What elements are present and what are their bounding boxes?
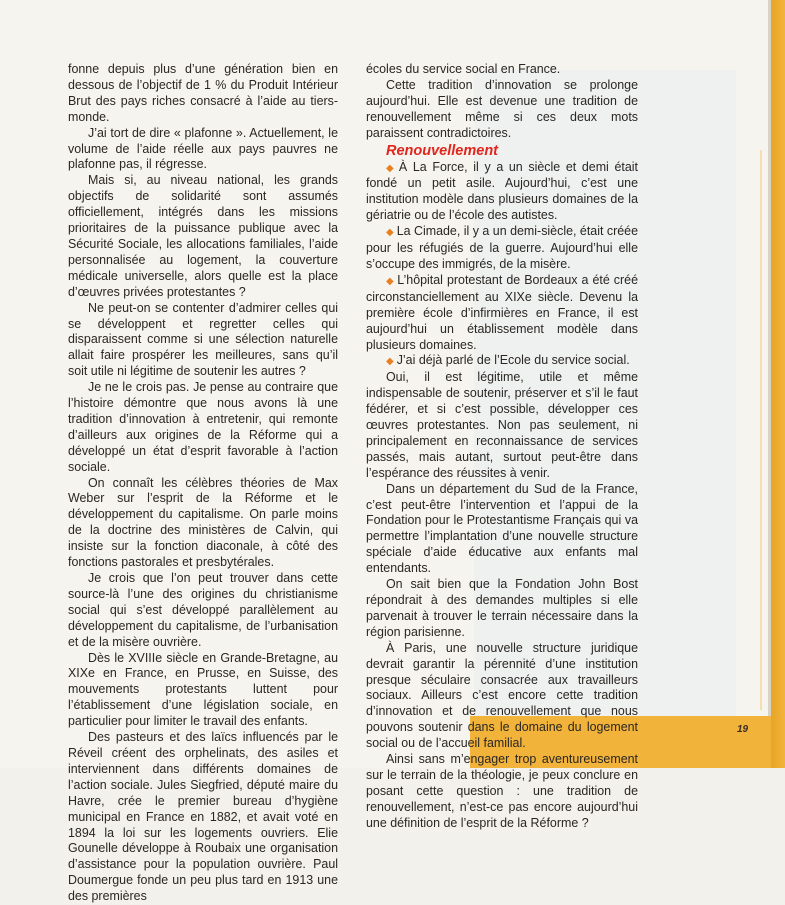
bullet-item [366,224,638,273]
paragraph: Ainsi sans m’engager trop aventureusement sur le terrain de la théologie, je peux conclure en posant cette question : une tradition de renouvellement, n’est-ce pas encore aujourd’hui une définition de l’esprit de la Réforme ? [366,752,638,830]
paragraph: Je crois que l’on peut trouver dans cette source-là l’une des origines du christianisme social qui s’est développé parallèlement au développement du capitalisme, de l’urbanisation et de la misère ouvrière. [68,571,338,649]
diamond-bullet-icon: ◆ [386,275,395,287]
bullet-text: La Cimade, il y a un demi-siècle, était créée pour les réfugiés de la guerre. Aujourd’hui elle s’occupe des immigrés, de la misère. [366,224,638,271]
paragraph: J’ai tort de dire « plafonne ». Actuellement, le volume de l’aide réelle aux pays pauvres ne plafonne pas, il régresse. [68,125,338,172]
diamond-bullet-icon: ◆ [386,356,394,368]
right-column [366,62,638,832]
left-column [68,62,338,905]
section-heading: Renouvellement [386,142,498,159]
bullet-text: À La Force, il y a un siècle et demi était fondé un petit asile. Aujourd’hui, c’est une institution modèle dans plusieurs domaines de la gériatrie ou de l’école des autistes. [366,159,638,223]
paragraph: On sait bien que la Fondation John Bost répondrait à des demandes multiples si elle parvenait à trouver le terrain nécessaire dans la région parisienne. [366,577,638,639]
paragraph: Dans un département du Sud de la France, c’est peut-être l’intervention et l’appui de la Fondation pour le Protestantisme Français qui va permettre l’implantation d’une nouvelle structure spéciale d’aide éducative aux enfants mal entendants. [366,481,638,576]
paragraph: Cette tradition d’innovation se prolonge aujourd’hui. Elle est devenue une tradition de renouvellement même si ces deux mots paraissent contradictoires. [366,77,638,140]
background-bleed-frame [690,150,762,710]
diamond-bullet-icon: ◆ [386,227,394,239]
bullet-item [366,273,638,354]
paragraph: Mais si, au niveau national, les grands objectifs de solidarité sont assumés officiellement, intégrés dans les missions prioritaires de la puissance publique avec la Sécurité Sociale, les allocations familiales, l’aide personnalisée au logement, la couverture médicale universelle, alors quelle est la place d’œuvres privées protestantes ? [68,173,338,299]
paragraph: Dès le XVIIIe siècle en Grande-Bretagne, au XIXe en France, en Prusse, en Suisse, des mouvements protestants luttent pour l’établissement d’une législation sociale, en particulier pour limiter le travail des enfants. [68,650,338,729]
bullet-item [366,160,638,225]
paragraph: Ne peut-on se contenter d’admirer celles qui se développent et regretter celles qui disparaissent comme si une sélection naturelle allait faire prospérer les meilleures, sans qu’il soit utile ni légitime de soutenir les autres ? [68,300,338,379]
paragraph: Des pasteurs et des laïcs influencés par le Réveil créent des orphelinats, des asiles et interviennent dans différents domaines de l’action sociale. Jules Siegfried, député maire du Havre, crée le premier bureau d’hygiène municipal en France en 1882, et avait voté en 1894 la loi sur les logements ouvriers. Elie Gounelle développe à Roubaix une organisation d’assistance pour la population ouvrière. Paul Doumergue fonde un peu plus tard en 1913 une des premières [68,730,338,904]
paragraph: On connaît les célèbres théories de Max Weber sur l’esprit de la Réforme et le développement du capitalisme. On parle moins de la doctrine des ministères de Calvin, qui insiste sur la fonction diaconale, à côté des fonctions pastorales et presbytérales. [68,475,338,570]
bullet-text: J’ai déjà parlé de l’Ecole du service social. [396,353,630,368]
bullet-item [366,353,638,370]
paragraph: fonne depuis plus d’une génération bien en dessous de l’objectif de 1 % du Produit Intérieur Brut des pays riches consacré à l’aide au tiers-monde. [68,62,338,124]
paragraph: Je ne le crois pas. Je pense au contraire que l’histoire démontre que nous avons là une tradition d’innovation à entretenir, qui remonte d’ailleurs aux origines de la Réforme qui a développé un état d’esprit favorable à l’action sociale. [68,380,338,474]
paragraph: À Paris, une nouvelle structure juridique devrait garantir la pérennité d’une institution presque séculaire consacrée aux travailleurs sociaux. Ailleurs c’est encore cette tradition d’innovation et de renouvellement que nous pouvons soutenir dans le domaine du logement social ou de l’accueil familial. [366,640,638,751]
paragraph: Oui, il est légitime, utile et même indispensable de soutenir, préserver et s’il le faut fédérer, et si c’est possible, développer ces œuvres protestantes. Non pas seulement, ni principalement en reconnaissance de services passés, mais autant, surtout peut-être dans l’espérance des réussites à venir. [366,370,638,480]
bullet-text: L’hôpital protestant de Bordeaux a été créé circonstanciellement au XIXe siècle. Devenu la première école d’infirmières en France, il est aujourd’hui un établissement modèle dans plusieurs domaines. [366,272,638,352]
paragraph: écoles du service social en France. [366,62,561,76]
diamond-bullet-icon: ◆ [386,162,396,174]
page-number: 19 [737,724,749,735]
page-edge-band [771,0,785,768]
